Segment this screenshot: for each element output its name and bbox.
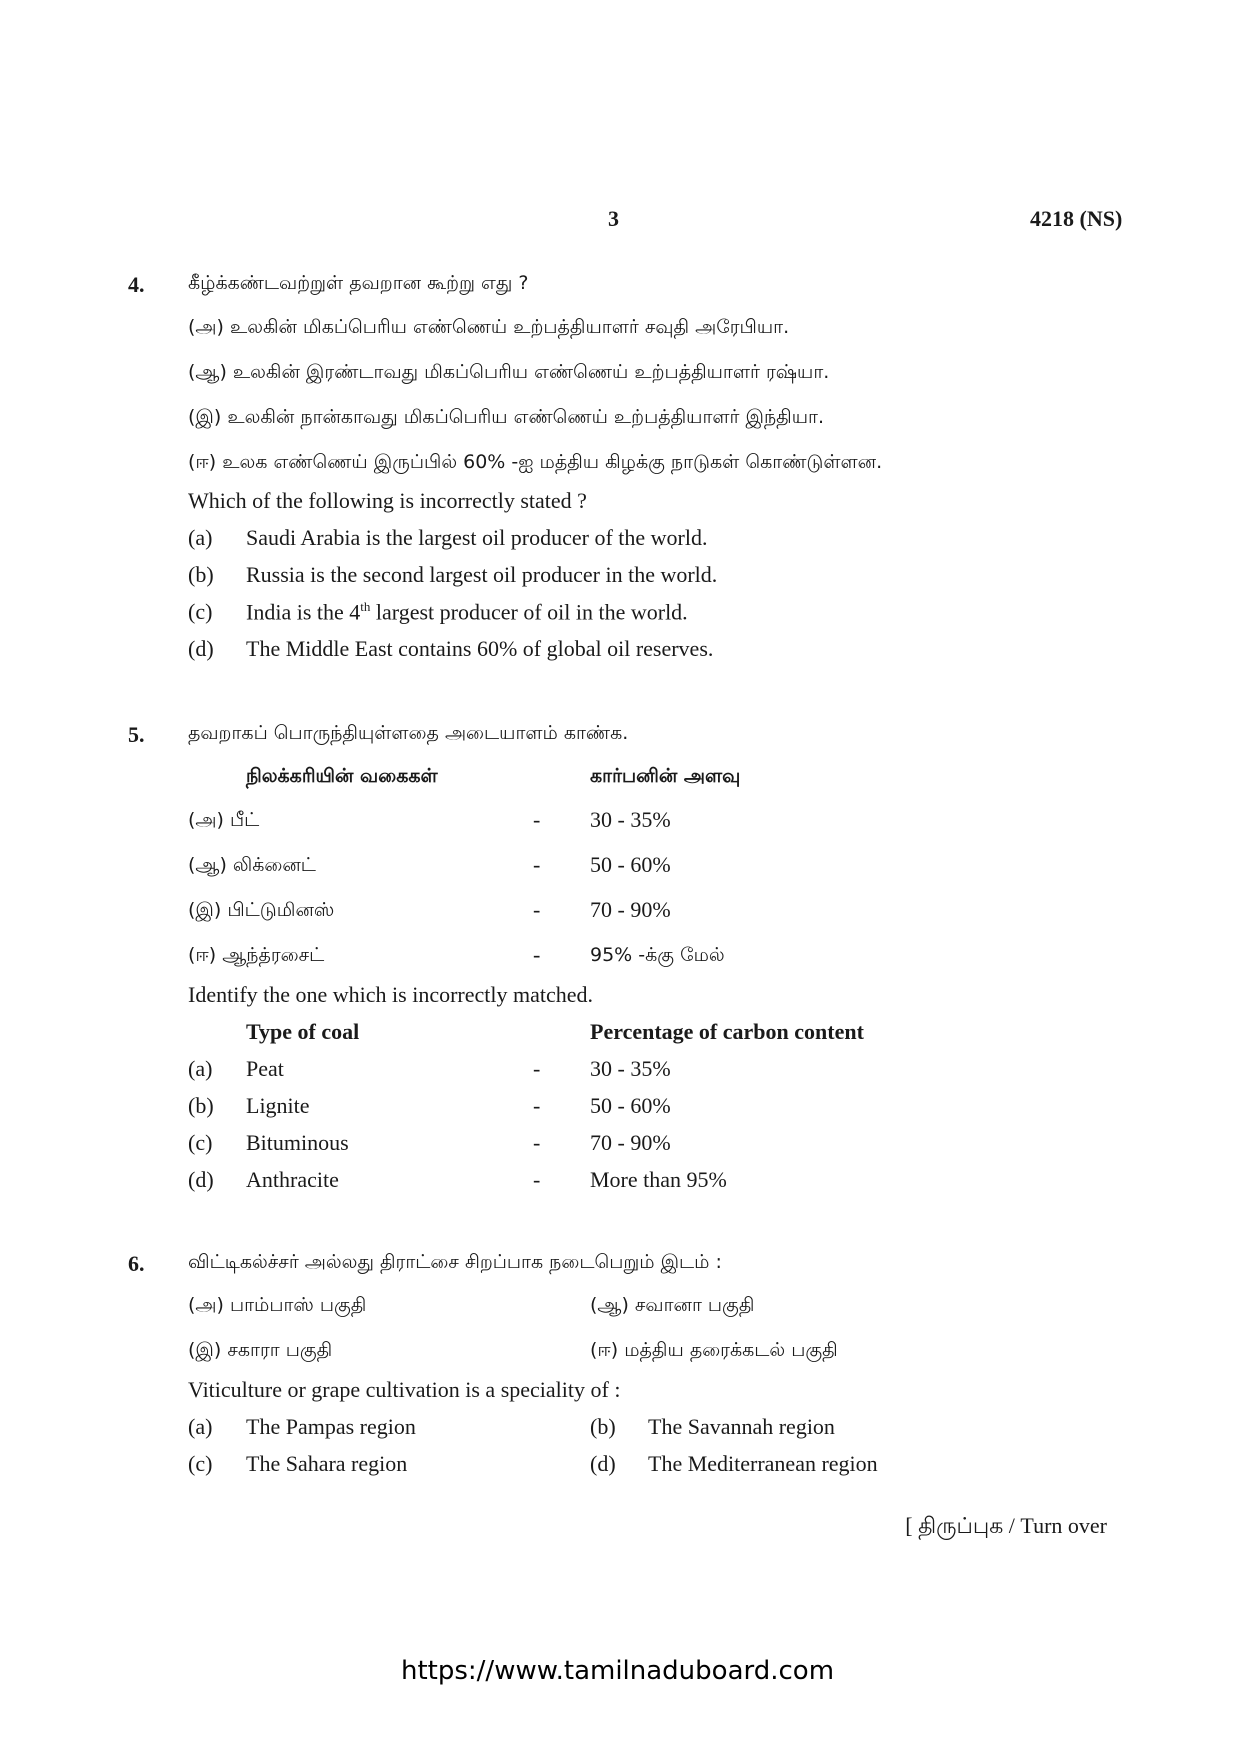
- match-row-dash: -: [533, 1093, 541, 1118]
- question-number: 5.: [128, 722, 145, 747]
- carbon-content: 70 - 90%: [590, 1130, 671, 1155]
- option-tamil: (ஆ) உலகின் இரண்டாவது மிகப்பெரிய எண்ணெய் உற்பத்தியாளர் ரஷ்யா.: [188, 361, 830, 383]
- coal-type: Peat: [246, 1056, 284, 1081]
- option-label: (a): [188, 1056, 213, 1081]
- match-row-value: 70 - 90%: [590, 897, 671, 922]
- match-row-label: (இ) பிட்டுமினஸ்: [188, 899, 335, 921]
- option-label: (b): [188, 562, 214, 587]
- match-row-dash: -: [533, 897, 541, 922]
- carbon-content: 50 - 60%: [590, 1093, 671, 1118]
- option-label: (c): [188, 599, 213, 624]
- option-text: The Pampas region: [246, 1414, 416, 1439]
- option-label: (a): [188, 525, 213, 550]
- column-header-english: Percentage of carbon content: [590, 1019, 864, 1044]
- source-url[interactable]: https://www.tamilnaduboard.com: [401, 1656, 835, 1686]
- option-tamil: (ஈ) உலக எண்ணெய் இருப்பில் 60% -ஐ மத்திய கிழக்கு நாடுகள் கொண்டுள்ளன.: [188, 451, 883, 473]
- match-row-dash: -: [533, 852, 541, 877]
- match-row-dash: -: [533, 1167, 541, 1192]
- coal-type: Anthracite: [246, 1167, 339, 1192]
- column-header-english: Type of coal: [246, 1019, 360, 1044]
- option-tamil: (ஆ) சவானா பகுதி: [590, 1294, 755, 1316]
- match-row-dash: -: [533, 1056, 541, 1081]
- question-text-tamil: கீழ்க்கண்டவற்றுள் தவறான கூற்று எது ?: [188, 272, 529, 294]
- coal-type: Bituminous: [246, 1130, 349, 1155]
- carbon-content: More than 95%: [590, 1167, 727, 1192]
- match-row-label: (ஆ) லிக்னைட்: [188, 854, 316, 876]
- option-label: (a): [188, 1414, 213, 1439]
- match-row-value: 50 - 60%: [590, 852, 671, 877]
- option-tamil: (அ) பாம்பாஸ் பகுதி: [188, 1294, 367, 1316]
- question-number: 6.: [128, 1251, 145, 1276]
- option-tamil: (இ) உலகின் நான்காவது மிகப்பெரிய எண்ணெய் உற்பத்தியாளர் இந்தியா.: [188, 406, 825, 428]
- question-number: 4.: [128, 272, 145, 297]
- option-tamil: (இ) சகாரா பகுதி: [188, 1339, 333, 1361]
- match-row-label: (ஈ) ஆந்த்ரசைட்: [188, 944, 325, 966]
- coal-type: Lignite: [246, 1093, 310, 1118]
- option-label: (d): [188, 1167, 214, 1192]
- column-header-tamil: கார்பனின் அளவு: [590, 765, 741, 787]
- question-text-english: Viticulture or grape cultivation is a speciality of :: [188, 1377, 621, 1402]
- option-tamil: (ஈ) மத்திய தரைக்கடல் பகுதி: [590, 1339, 838, 1361]
- option-text: The Middle East contains 60% of global oil reserves.: [246, 636, 714, 661]
- question-text-english: Identify the one which is incorrectly matched.: [188, 982, 594, 1007]
- paper-code: 4218 (NS): [1030, 206, 1123, 231]
- question-text-tamil: தவறாகப் பொருந்தியுள்ளதை அடையாளம் காண்க.: [188, 722, 629, 744]
- column-header-tamil: நிலக்கரியின் வகைகள்: [246, 765, 438, 787]
- option-text: The Sahara region: [246, 1451, 408, 1476]
- match-row-dash: -: [533, 1130, 541, 1155]
- option-label: (c): [188, 1451, 213, 1476]
- option-text: Russia is the second largest oil producer in the world.: [246, 562, 718, 587]
- turn-over-note: [ திருப்புக / Turn over: [905, 1513, 1107, 1538]
- match-row-dash: -: [533, 807, 541, 832]
- option-tamil: (அ) உலகின் மிகப்பெரிய எண்ணெய் உற்பத்தியாளர் சவுதி அரேபியா.: [188, 316, 790, 338]
- option-label: (d): [188, 636, 214, 661]
- option-text: Saudi Arabia is the largest oil producer of the world.: [246, 525, 708, 550]
- option-label: (c): [188, 1130, 213, 1155]
- question-text-tamil: விட்டிகல்ச்சர் அல்லது திராட்சை சிறப்பாக நடைபெறும் இடம் :: [188, 1251, 722, 1273]
- match-row-value: 95% -க்கு மேல்: [590, 944, 725, 966]
- match-row-value: 30 - 35%: [590, 807, 671, 832]
- carbon-content: 30 - 35%: [590, 1056, 671, 1081]
- match-row-dash: -: [533, 942, 541, 967]
- option-label: (b): [590, 1414, 616, 1439]
- option-label: (d): [590, 1451, 616, 1476]
- option-text: The Savannah region: [648, 1414, 835, 1439]
- option-text: India is the 4th largest producer of oil in the world.: [246, 599, 688, 625]
- option-text: The Mediterranean region: [648, 1451, 878, 1476]
- page-number: 3: [608, 206, 619, 231]
- match-row-label: (அ) பீட்: [188, 809, 260, 831]
- question-text-english: Which of the following is incorrectly stated ?: [188, 488, 587, 513]
- option-label: (b): [188, 1093, 214, 1118]
